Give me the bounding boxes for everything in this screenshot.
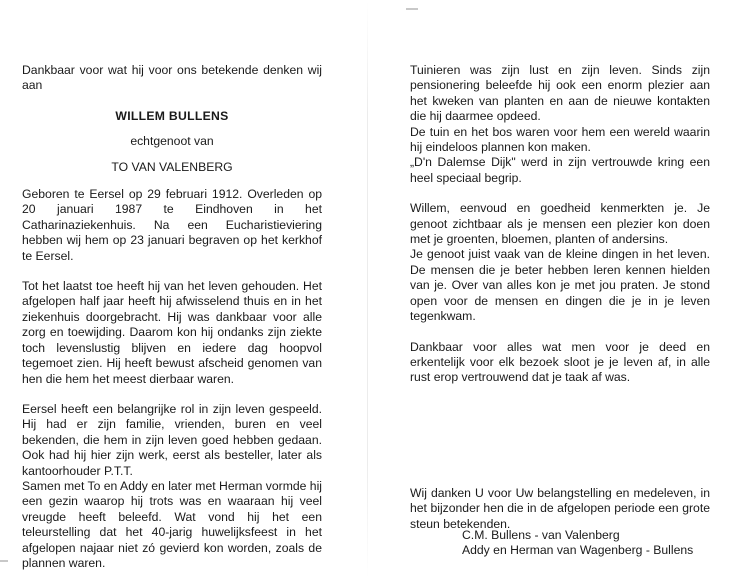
- garden-world-paragraph: De tuin en het bos waren voor hem een wereld waarin hij eindeloos plannen kon maken.: [410, 124, 710, 155]
- character-paragraph: Willem, eenvoud en goedheid kenmerkten je. Je genoot zichtbaar als je mensen een plezier kon doen met je groenten, bloemen, planten of andersins.: [410, 201, 710, 247]
- center-fold: [367, 0, 368, 578]
- gratitude-paragraph: Dankbaar voor alles wat men voor je deed en erkentelijk voor elk bezoek sloot je je leven af, in alle rust erop vertrouwend dat je taak af was.: [410, 339, 710, 385]
- relation-text: echtgenoot van: [130, 134, 214, 149]
- left-column: [22, 63, 322, 571]
- deceased-name: WILLEM BULLENS: [115, 108, 229, 123]
- signatures: [462, 528, 722, 559]
- signature-line: Addy en Herman van Wagenberg - Bullens: [462, 543, 694, 558]
- family-paragraph: Samen met To en Addy en later met Herman vormde hij een gezin waarop hij trots was en waaraan hij veel vreugde heeft beleefd. Wat vond hij het een teleurstelling dat het 40-jarig huwelijksfeest in het afgelopen najaar niet zó gevierd kon worden, zoals de plannen waren.: [22, 478, 322, 570]
- fold-mark-top: [406, 8, 418, 10]
- life-paragraph: Tot het laatst toe heeft hij van het leven gehouden. Het afgelopen half jaar heeft hij afwisselend thuis en in het ziekenhuis doorgebracht. Hij was dankbaar voor alle zorg en toewijding. Daarom kon hij ondanks zijn ziekte toch levenslustig blijven en iedere dag hoopvol tegemoet zien. Hij heeft bewust afscheid genomen van hen die hem het meest dierbaar waren.: [22, 279, 322, 386]
- intro-text: Dankbaar voor wat hij voor ons betekende denken wij aan: [22, 63, 322, 93]
- small-things-paragraph: Je genoot juist vaak van de kleine dingen in het leven. De mensen die je beter hebben leren kennen hielden van je. Over van alles kon je met jou praten. Je stond open voor de mensen en dingen die je in je leven tegenkwam.: [410, 247, 710, 324]
- eersel-paragraph: Eersel heeft een belangrijke rol in zijn leven gespeeld. Hij had er zijn familie, vrienden, buren en veel bekenden, die hem in zijn leven goed hebben gedaan. Ook had hij hier zijn werk, eerst als besteller, later als kantoorhouder P.T.T.: [22, 401, 322, 478]
- corner-mark: [0, 560, 8, 562]
- signature-line: C.M. Bullens - van Valenberg: [462, 528, 620, 542]
- gardening-paragraph: Tuinieren was zijn lust en zijn leven. Sinds zijn pensionering beleefde hij ook een enorm plezier aan het kweken van planten en aan de nieuwe kontakten die hij daarmee opdeed.: [410, 63, 710, 124]
- thank-you-text: Wij danken U voor Uw belangstelling en medeleven, in het bijzonder hen die in de afgelopen periode een grote steun betekenden.: [410, 486, 710, 531]
- right-column: [410, 63, 710, 386]
- dalemse-dijk-paragraph: „D'n Dalemse Dijk" werd in zijn vertrouwde kring een heel speciaal begrip.: [410, 155, 710, 185]
- spouse-name: TO VAN VALENBERG: [111, 159, 233, 174]
- birth-death-paragraph: Geboren te Eersel op 29 februari 1912. Overleden op 20 januari 1987 te Eindhoven in het Catharinaziekenhuis. Na een Eucharistieviering hebben wij hem op 23 januari begraven op het kerkhof te Eersel.: [22, 187, 322, 263]
